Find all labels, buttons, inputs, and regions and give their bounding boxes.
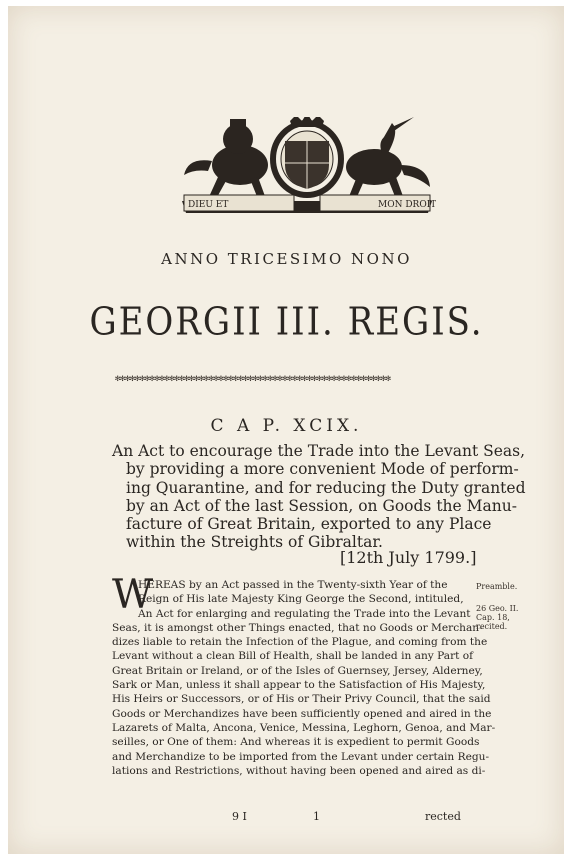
regnal-year-heading: ANNO TRICESIMO NONO xyxy=(161,250,412,268)
ornamental-rule: ✻✻✻✻✻✻✻✻✻✻✻✻✻✻✻✻✻✻✻✻✻✻✻✻✻✻✻✻✻✻✻✻✻✻✻✻✻✻✻✻✻✻✻✻✻✻✻✻✻✻✻✻✻✻✻✻ xyxy=(115,374,391,384)
body-line: Levant without a clean Bill of Health, shall be landed in any Part of xyxy=(112,650,474,663)
motto-left: DIEU ET xyxy=(188,200,229,210)
catchword: rected xyxy=(425,810,461,823)
body-line: Lazarets of Malta, Ancona, Venice, Messina, Leghorn, Genoa, and Mar- xyxy=(112,721,496,734)
body-line: An Act for enlarging and regulating the Trade into the Levant xyxy=(138,607,471,620)
bleed-through-text xyxy=(170,68,470,108)
body-line: HEREAS by an Act passed in the Twenty-sixth Year of the xyxy=(138,579,448,591)
title-line: by providing a more convenient Mode of perform- xyxy=(126,460,519,479)
body-line: Reign of His late Majesty King George the Second, intituled, xyxy=(138,593,464,606)
chapter-heading: C A P. XCIX. xyxy=(210,416,363,436)
page-mark: 1 xyxy=(313,810,320,823)
margin-note-reference: recited. xyxy=(476,622,508,631)
king-heading: GEORGII III. REGIS. xyxy=(89,300,484,345)
title-line: facture of Great Britain, exported to any Place xyxy=(126,515,492,534)
body-line: dizes liable to retain the Infection of the Plague, and coming from the xyxy=(112,636,488,649)
body-line: Sark or Man, unless it shall appear to the Satisfaction of His Majesty, xyxy=(112,679,486,692)
body-line: lations and Restrictions, without having been opened and aired as di- xyxy=(112,764,486,777)
signature-mark: 9 I xyxy=(232,810,247,823)
title-line: within the Streights of Gibraltar. xyxy=(126,533,383,552)
royal-coat-of-arms xyxy=(178,117,436,215)
body-line: Goods or Merchandizes have been sufficiently opened and aired in the xyxy=(112,707,492,720)
title-line: by an Act of the last Session, on Goods the Manu- xyxy=(126,496,517,515)
margin-note-reference: Cap. 18, xyxy=(476,613,510,622)
body-line: and Merchandize to be imported from the Levant under certain Regu- xyxy=(112,750,490,763)
enactment-date: [12th July 1799.] xyxy=(340,548,477,567)
act-title xyxy=(112,442,526,552)
body-line: Great Britain or Ireland, or of the Isles of Guernsey, Jersey, Alderney, xyxy=(112,664,483,677)
title-line: ing Quarantine, and for reducing the Duty granted xyxy=(126,478,526,497)
margin-note-reference: 26 Geo. II. xyxy=(476,604,519,613)
motto-right: MON DROIT xyxy=(378,200,436,210)
body-line: seilles, or One of them: And whereas it is expedient to permit Goods xyxy=(112,736,480,749)
title-line: An Act to encourage the Trade into the Levant Seas, xyxy=(112,442,526,460)
drop-cap: W xyxy=(112,572,154,618)
margin-note-preamble: Preamble. xyxy=(476,582,518,591)
body-line: Seas, it is amongst other Things enacted, that no Goods or Merchan- xyxy=(112,621,483,634)
body-line: His Heirs or Successors, or of His or Their Privy Council, that the said xyxy=(112,693,491,706)
